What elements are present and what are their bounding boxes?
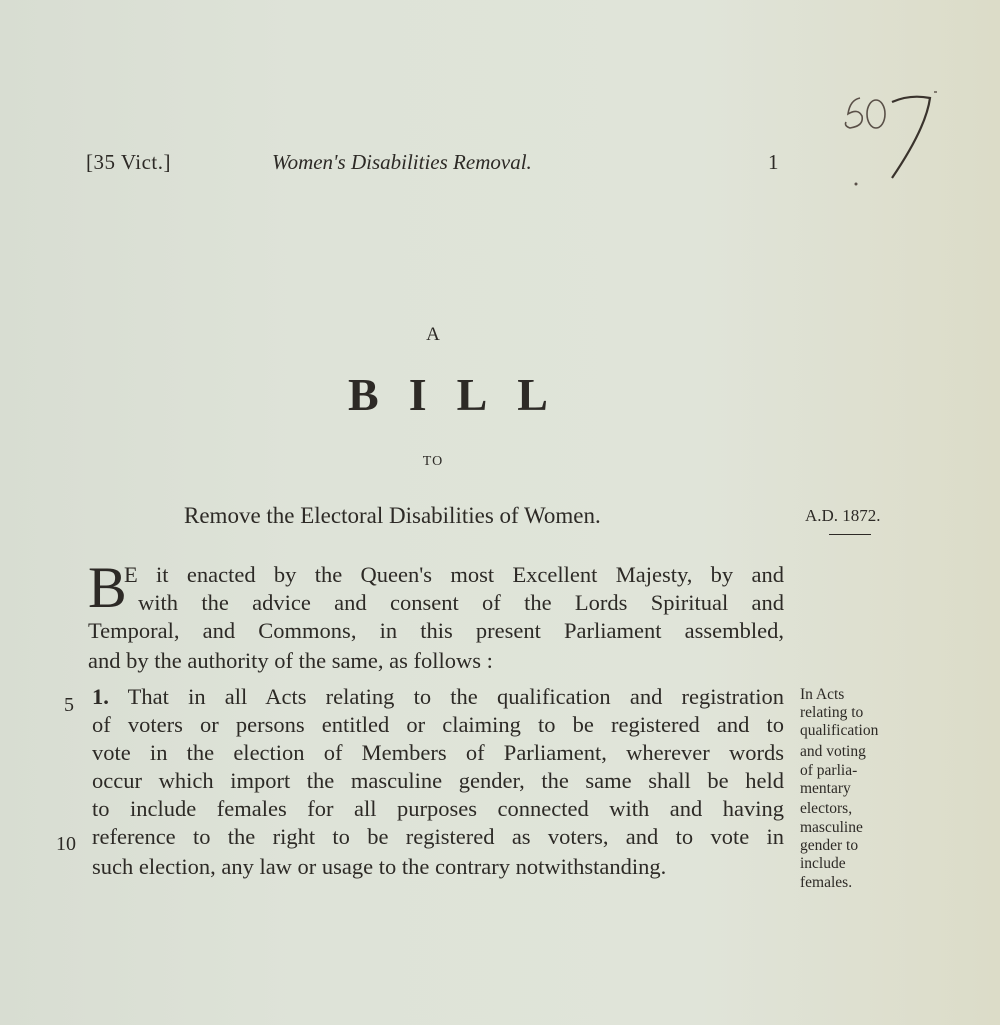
- drop-cap: B: [88, 555, 127, 620]
- section-line: reference to the right to be registered as voters, and to vote in: [92, 824, 784, 849]
- section-line: vote in the election of Members of Parliament, wherever words: [92, 740, 784, 765]
- running-title: Women's Disabilities Removal.: [272, 150, 532, 174]
- line-number: 10: [56, 833, 76, 855]
- preamble-line: Temporal, and Commons, in this present Parliament assembled,: [88, 618, 784, 643]
- long-title: Remove the Electoral Disabilities of Women.: [184, 503, 601, 528]
- marginal-note-line: of parlia-: [800, 762, 858, 779]
- marginal-note-line: include: [800, 855, 846, 872]
- section-line: to include females for all purposes connected with and having: [92, 796, 784, 821]
- section-line: [92, 684, 784, 710]
- marginal-note-line: qualification: [800, 722, 879, 739]
- marginal-note-line: relating to: [800, 704, 864, 721]
- marginal-note-line: gender to: [800, 837, 859, 854]
- year-note: A.D. 1872.: [805, 506, 881, 525]
- section-number: 1.: [92, 684, 109, 709]
- marginal-note-line: and voting: [800, 743, 866, 760]
- section-line: occur which import the masculine gender, the same shall be held: [92, 768, 784, 793]
- marginal-note-line: electors,: [800, 800, 853, 817]
- preamble-line: with the advice and consent of the Lords Spiritual and: [138, 590, 784, 615]
- marginal-note-line: In Acts: [800, 686, 845, 703]
- session-header: [35 Vict.]: [86, 150, 172, 174]
- title-bill: BILL: [348, 369, 578, 420]
- line-number: 5: [64, 694, 74, 716]
- title-a: A: [426, 324, 440, 345]
- marginal-note-line: mentary: [800, 780, 851, 797]
- marginal-note-line: females.: [800, 874, 853, 891]
- preamble-line: E it enacted by the Queen's most Excellent Majesty, by and: [124, 562, 784, 587]
- title-to: TO: [422, 454, 444, 469]
- preamble-line: and by the authority of the same, as follows :: [88, 648, 493, 673]
- marginal-note-line: masculine: [800, 819, 863, 836]
- page-number: 1: [768, 150, 779, 174]
- section-line: of voters or persons entitled or claiming to be registered and to: [92, 712, 784, 737]
- year-rule: [829, 534, 871, 535]
- section-text: That in all Acts relating to the qualification and registration: [127, 684, 784, 709]
- handwritten-folio-number: [830, 78, 960, 188]
- section-line: such election, any law or usage to the contrary notwithstanding.: [92, 854, 667, 879]
